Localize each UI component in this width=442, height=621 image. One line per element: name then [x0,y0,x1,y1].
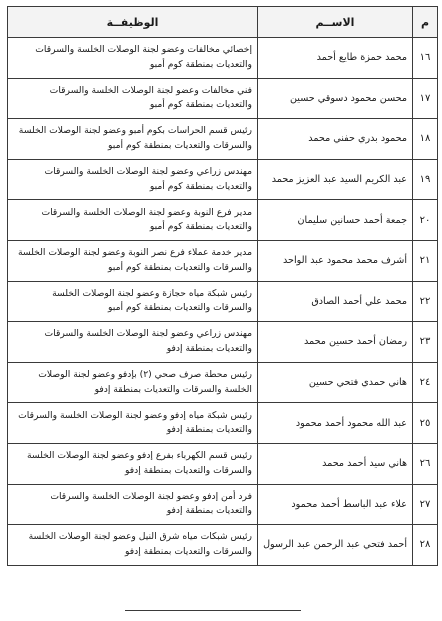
row-number: ٢٣ [413,322,438,363]
table-row [8,525,438,566]
member-job: مدير خدمة عملاء فرع نصر النوبة وعضو لجنة الوصلات الخلسة والسرقات والتعديات بمنطقة كوم أمبو [8,240,258,281]
row-number: ٢٦ [413,443,438,484]
member-name: عبد الكريم السيد عبد العزيز محمد [258,159,413,200]
member-name: محمود بدري حفني محمد [258,119,413,160]
row-number: ٢٥ [413,403,438,444]
row-number: ١٦ [413,38,438,79]
footer-divider [125,610,301,611]
member-name: محمد علي أحمد الصادق [258,281,413,322]
row-number: ٢٠ [413,200,438,241]
committee-members-table [7,6,438,566]
row-number: ٢٧ [413,484,438,525]
member-job: رئيس شبكات مياه شرق النيل وعضو لجنة الوصلات الخلسة والسرقات والتعديات بمنطقة إدفو [8,525,258,566]
table-row [8,484,438,525]
member-name: رمضان أحمد حسين محمد [258,322,413,363]
header-name: الاســم [258,7,413,38]
table-row [8,240,438,281]
table-row [8,322,438,363]
member-job: مهندس زراعي وعضو لجنة الوصلات الخلسة والسرقات والتعديات بمنطقة كوم أمبو [8,159,258,200]
table-row [8,119,438,160]
row-number: ١٩ [413,159,438,200]
member-name: عبد الله محمود أحمد محمود [258,403,413,444]
table-row [8,38,438,79]
header-job: الوظيفــة [8,7,258,38]
member-job: فني مخالفات وعضو لجنة الوصلات الخلسة والسرقات والتعديات بمنطقة كوم أمبو [8,78,258,119]
member-name: علاء عبد الباسط أحمد محمود [258,484,413,525]
member-job: مدير فرع النوبة وعضو لجنة الوصلات الخلسة والسرقات والتعديات بمنطقة كوم أمبو [8,200,258,241]
row-number: ٢٨ [413,525,438,566]
member-name: هاني حمدي فتحي حسين [258,362,413,403]
member-name: أحمد فتحي عبد الرحمن عبد الرسول [258,525,413,566]
member-job: رئيس شبكة مياه حجازة وعضو لجنة الوصلات الخلسة والسرقات والتعديات بمنطقة كوم أمبو [8,281,258,322]
member-name: محسن محمود دسوقي حسين [258,78,413,119]
table-row [8,159,438,200]
header-number: م [413,7,438,38]
table-row [8,362,438,403]
member-job: فرد أمن إدفو وعضو لجنة الوصلات الخلسة والسرقات والتعديات بمنطقة إدفو [8,484,258,525]
member-job: رئيس محطة صرف صحي (٢) بإدفو وعضو لجنة الوصلات الخلسة والسرقات والتعديات بمنطقة إدفو [8,362,258,403]
member-job: رئيس قسم الحراسات بكوم أمبو وعضو لجنة الوصلات الخلسة والسرقات والتعديات بمنطقة كوم أمبو [8,119,258,160]
member-name: هاني سيد أحمد محمد [258,443,413,484]
row-number: ٢٢ [413,281,438,322]
table-row [8,200,438,241]
row-number: ١٧ [413,78,438,119]
row-number: ٢١ [413,240,438,281]
row-number: ٢٤ [413,362,438,403]
member-name: محمد حمزة طايع أحمد [258,38,413,79]
row-number: ١٨ [413,119,438,160]
member-job: إخصائي مخالفات وعضو لجنة الوصلات الخلسة والسرقات والتعديات بمنطقة كوم أمبو [8,38,258,79]
table-row [8,78,438,119]
member-job: رئيس قسم الكهرباء بفرع إدفو وعضو لجنة الوصلات الخلسة والسرقات والتعديات بمنطقة إدفو [8,443,258,484]
member-name: جمعة أحمد حسانين سليمان [258,200,413,241]
table-header-row [8,7,438,38]
member-job: رئيس شبكة مياه إدفو وعضو لجنة الوصلات الخلسة والسرقات والتعديات بمنطقة إدفو [8,403,258,444]
table-row [8,281,438,322]
member-name: أشرف محمد محمود عبد الواحد [258,240,413,281]
table-row [8,403,438,444]
table-row [8,443,438,484]
member-job: مهندس زراعي وعضو لجنة الوصلات الخلسة والسرقات والتعديات بمنطقة إدفو [8,322,258,363]
